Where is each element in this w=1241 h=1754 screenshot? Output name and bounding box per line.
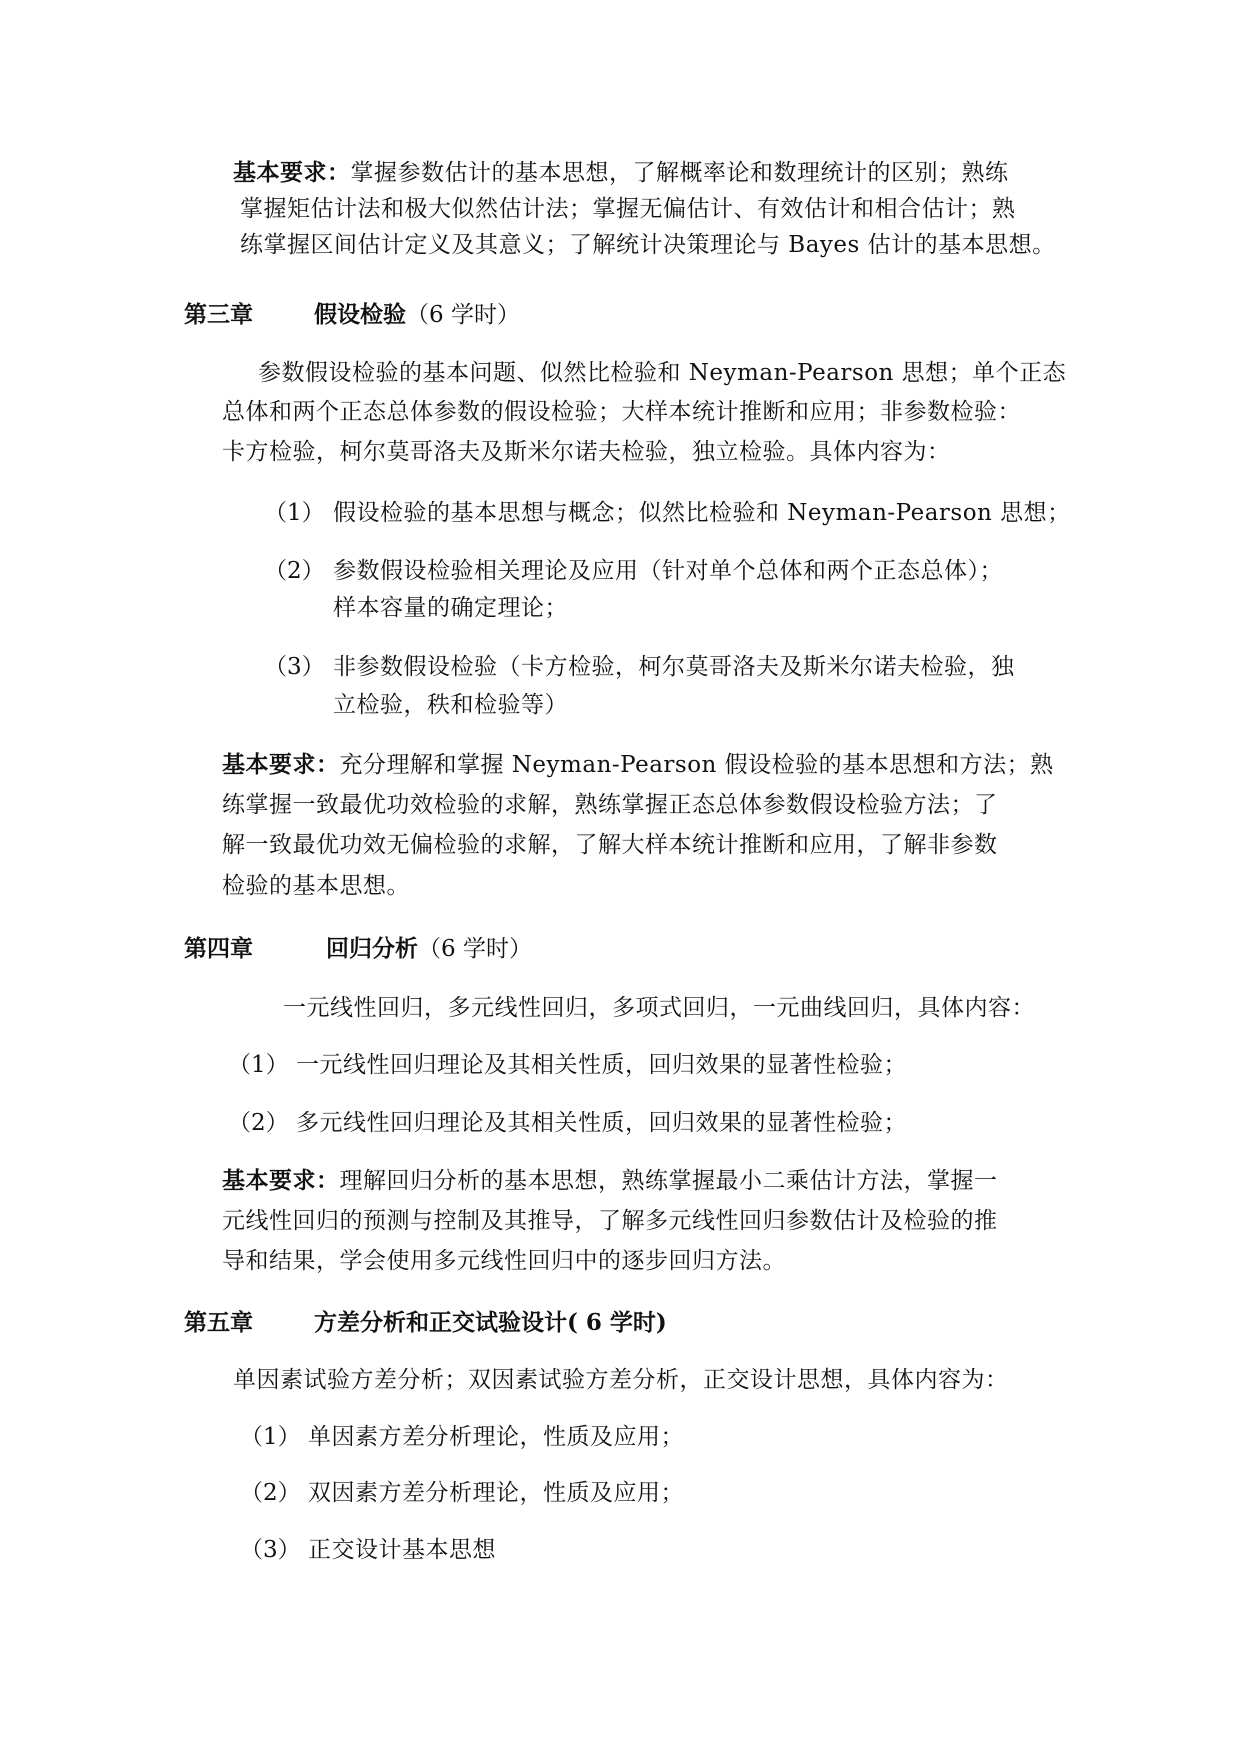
ch4-heading [326, 932, 532, 966]
ch5-item-3-number: （3） [240, 1537, 301, 1563]
req1-line-1 [233, 156, 1009, 190]
req1-label: 基本要求： [233, 159, 351, 186]
ch5-heading [314, 1306, 667, 1340]
ch3-item-1-text: 假设检验的基本思想与概念；似然比检验和 Neyman-Pearson 思想； [333, 500, 1071, 526]
req1-line-2: 掌握矩估计法和极大似然估计法；掌握无偏估计、有效估计和相合估计；熟 [240, 196, 1016, 222]
ch4-req-line-1 [222, 1164, 998, 1198]
ch4-req-line-3: 导和结果，学会使用多元线性回归中的逐步回归方法。 [222, 1248, 786, 1274]
req1-line-3: 练掌握区间估计定义及其意义；了解统计决策理论与 Bayes 估计的基本思想。 [240, 232, 1056, 258]
ch3-item-1-number: （1） [264, 500, 325, 526]
ch5-item-3-text: 正交设计基本思想 [308, 1537, 496, 1563]
ch5-number: 第五章 [184, 1309, 253, 1336]
ch3-number: 第三章 [184, 301, 253, 328]
ch3-req-label: 基本要求： [222, 751, 340, 778]
ch4-req-text-1: 理解回归分析的基本思想，熟练掌握最小二乘估计方法，掌握一 [339, 1168, 998, 1194]
ch3-heading [314, 298, 520, 332]
ch3-req-line-4: 检验的基本思想。 [222, 873, 410, 899]
ch3-item-3-number: （3） [264, 654, 325, 680]
req1-text-1: 掌握参数估计的基本思想，了解概率论和数理统计的区别；熟练 [350, 160, 1009, 186]
ch5-item-2-number: （2） [240, 1480, 301, 1506]
ch3-item-3-text-1: 非参数假设检验（卡方检验，柯尔莫哥洛夫及斯米尔诺夫检验，独 [333, 654, 1015, 680]
ch4-item-1-text: 一元线性回归理论及其相关性质，回归效果的显著性检验； [296, 1052, 907, 1078]
ch4-req-line-2: 元线性回归的预测与控制及其推导，了解多元线性回归参数估计及检验的推 [222, 1208, 998, 1234]
ch5-item-1-text: 单因素方差分析理论，性质及应用； [308, 1424, 684, 1450]
ch5-item-1-number: （1） [240, 1424, 301, 1450]
ch5-title: 方差分析和正交试验设计( 6 学时) [314, 1309, 667, 1336]
ch3-item-3-text-2: 立检验，秩和检验等） [333, 692, 568, 718]
ch3-hours: （6 学时） [406, 302, 520, 328]
ch4-req-label: 基本要求： [222, 1167, 340, 1194]
ch3-title: 假设检验 [314, 301, 406, 328]
ch4-hours: （6 学时） [418, 936, 532, 962]
ch3-req-line-1 [222, 748, 1054, 782]
ch4-number: 第四章 [184, 935, 253, 962]
ch3-item-2-text-2: 样本容量的确定理论； [333, 595, 568, 621]
ch3-intro-line-1: 参数假设检验的基本问题、似然比检验和 Neyman-Pearson 思想；单个正态 [258, 360, 1067, 386]
ch3-req-line-3: 解一致最优功效无偏检验的求解，了解大样本统计推断和应用，了解非参数 [222, 832, 998, 858]
ch5-intro: 单因素试验方差分析；双因素试验方差分析，正交设计思想，具体内容为： [233, 1367, 1009, 1393]
ch3-req-text-1: 充分理解和掌握 Neyman-Pearson 假设检验的基本思想和方法；熟 [339, 752, 1054, 778]
ch3-item-2-number: （2） [264, 558, 325, 584]
ch4-item-1-number: （1） [228, 1052, 289, 1078]
ch4-item-2-text: 多元线性回归理论及其相关性质，回归效果的显著性检验； [296, 1110, 907, 1136]
ch3-item-2-text-1: 参数假设检验相关理论及应用（针对单个总体和两个正态总体）； [333, 558, 1003, 584]
ch3-intro-line-3: 卡方检验，柯尔莫哥洛夫及斯米尔诺夫检验，独立检验。具体内容为： [222, 439, 951, 465]
ch3-intro-line-2: 总体和两个正态总体参数的假设检验；大样本统计推断和应用；非参数检验： [222, 399, 1021, 425]
ch4-item-2-number: （2） [228, 1110, 289, 1136]
ch3-req-line-2: 练掌握一致最优功效检验的求解，熟练掌握正态总体参数假设检验方法；了 [222, 792, 998, 818]
ch5-item-2-text: 双因素方差分析理论，性质及应用； [308, 1480, 684, 1506]
ch4-intro: 一元线性回归，多元线性回归，多项式回归，一元曲线回归，具体内容： [283, 995, 1035, 1021]
ch4-title: 回归分析 [326, 935, 418, 962]
